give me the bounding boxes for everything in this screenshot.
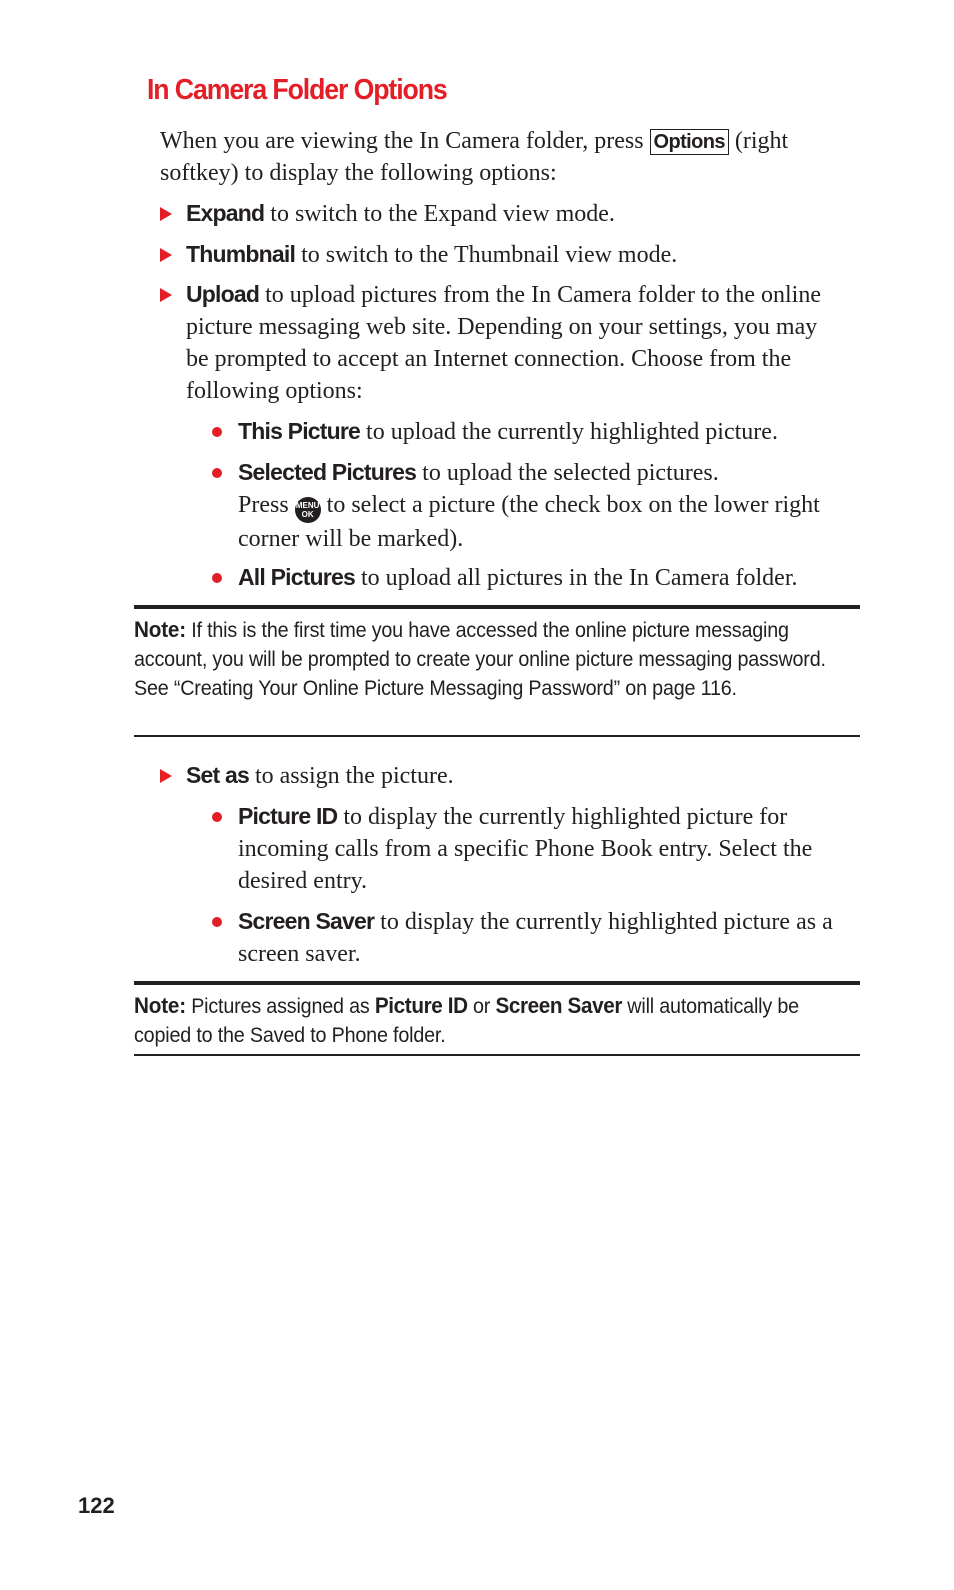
dot-bullet-icon	[212, 573, 222, 583]
intro-text-before: When you are viewing the In Camera folder, press	[160, 128, 650, 154]
note-label: Note:	[134, 617, 186, 642]
dot-bullet-icon	[212, 812, 222, 822]
sub-option-desc: to upload the currently highlighted picture.	[360, 419, 778, 445]
option-upload-text	[186, 278, 826, 407]
note-box-set-as	[134, 981, 860, 1056]
intro-text-after: (right softkey) to display the following options:	[160, 128, 789, 186]
sub-option-term: All Pictures	[238, 564, 355, 590]
menu-ok-key-icon	[295, 497, 321, 523]
sub-option-text	[238, 905, 868, 970]
press-text: Press	[238, 492, 295, 518]
option-thumbnail-text	[186, 238, 866, 271]
sub-option-term: This Picture	[238, 418, 361, 444]
sub-option-desc: to display the currently highlighted picture as a screen saver.	[238, 909, 833, 967]
arrow-bullet-icon	[160, 769, 172, 783]
option-term: Set as	[186, 762, 249, 788]
menu-ok-key-top-label: MENU	[295, 501, 320, 510]
page-number: 122	[78, 1493, 115, 1518]
note-body-before: Pictures assigned as	[185, 995, 375, 1018]
option-term: Thumbnail	[186, 241, 296, 267]
sub-option-desc: to upload the selected pictures.	[416, 460, 719, 486]
arrow-bullet-icon	[160, 207, 172, 221]
intro-paragraph	[160, 125, 860, 189]
options-softkey: Options	[650, 129, 729, 155]
note-body-mid: or	[467, 995, 496, 1018]
sub-option-desc2: to select a picture (the check box on the lower right corner will be marked).	[238, 492, 820, 552]
arrow-bullet-icon	[160, 288, 172, 302]
option-expand-text	[186, 197, 866, 230]
option-set-as-text	[186, 759, 866, 792]
dot-bullet-icon	[212, 917, 222, 927]
sub-option-desc: to upload all pictures in the In Camera folder.	[354, 565, 798, 591]
sub-option-desc: to display the currently highlighted picture for incoming calls from a specific Phone Book entry. Select the desired entry.	[238, 804, 813, 894]
page-title: In Camera Folder Options	[147, 74, 447, 106]
sub-option-text	[238, 561, 868, 594]
note-term-screen-saver: Screen Saver	[495, 993, 623, 1018]
arrow-bullet-icon	[160, 248, 172, 262]
sub-option-term: Picture ID	[238, 803, 338, 829]
note-text	[134, 609, 860, 709]
option-desc: to switch to the Thumbnail view mode.	[295, 242, 678, 268]
dot-bullet-icon	[212, 468, 222, 478]
note-body-after: will automatically be copied to the Saved to Phone folder.	[134, 995, 799, 1047]
menu-ok-key-bottom-label: OK	[301, 510, 314, 519]
note-label: Note:	[134, 993, 186, 1018]
option-term: Expand	[186, 200, 265, 226]
option-term: Upload	[186, 281, 260, 307]
note-text	[134, 985, 860, 1056]
sub-option-text	[238, 415, 868, 448]
note-term-picture-id: Picture ID	[374, 993, 468, 1018]
option-desc: to upload pictures from the In Camera folder to the online picture messaging web site. Depending on your settings, you may be prompted to accept an Internet connection. Choose from the following options:	[186, 282, 821, 404]
note-box-upload	[134, 605, 860, 737]
sub-option-text	[238, 800, 868, 897]
note-body: If this is the first time you have accessed the online picture messaging account, you will be prompted to create your online picture messaging password. See “Creating Your Online Picture Messaging Password” on page 116.	[134, 619, 826, 700]
sub-option-term: Selected Pictures	[238, 459, 417, 485]
dot-bullet-icon	[212, 427, 222, 437]
sub-option-text	[238, 456, 853, 555]
sub-option-term: Screen Saver	[238, 908, 375, 934]
option-desc: to assign the picture.	[248, 763, 454, 789]
option-desc: to switch to the Expand view mode.	[264, 201, 615, 227]
